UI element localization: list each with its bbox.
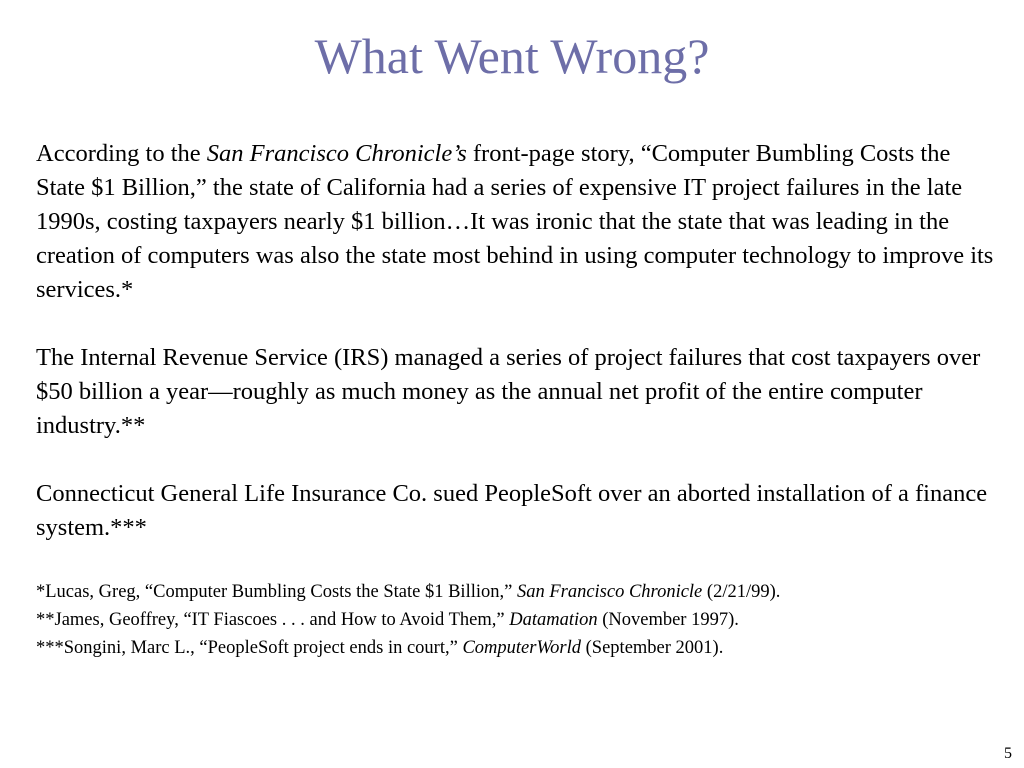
reference-text: ***Songini, Marc L., “PeopleSoft project ends in court,” [36,638,463,658]
paragraph-irs: The Internal Revenue Service (IRS) managed a series of project failures that cost taxpayers over $50 billion a year—roughly as much money as the annual net profit of the entire computer industry.** [36,344,981,439]
reference-item [36,634,1001,662]
newspaper-title: San Francisco Chronicle’s [206,140,467,167]
slide-body [36,137,1001,579]
paragraph-california-lead: According to the [36,140,207,167]
page-number: 5 [1004,745,1012,762]
reference-date: (September 2001). [581,638,724,658]
slide-title: What Went Wrong? [314,28,710,84]
reference-source: Datamation [509,610,598,630]
references [36,578,1001,662]
reference-source: San Francisco Chronicle [516,582,703,602]
paragraph-california-rest: front-page story, “Computer Bumbling Costs the State $1 Billion,” the state of California had a series of expensive IT project failures in the late 1990s, costing taxpayers nearly $1 billion…It was ironic that the state that was leading in the creation of computers was also the state most behind in using computer technology to improve its services.* [36,140,994,303]
paragraph-connecticut: Connecticut General Life Insurance Co. sued PeopleSoft over an aborted installation of a finance system.*** [36,480,988,541]
reference-source: ComputerWorld [462,638,582,658]
reference-date: (2/21/99). [702,582,781,602]
paragraph-california [36,137,1001,307]
reference-item [36,578,1001,606]
reference-text: **James, Geoffrey, “IT Fiascoes . . . and How to Avoid Them,” [36,610,510,630]
reference-text: *Lucas, Greg, “Computer Bumbling Costs the State $1 Billion,” [36,582,517,602]
reference-item [36,606,1001,634]
reference-date: (November 1997). [597,610,739,630]
